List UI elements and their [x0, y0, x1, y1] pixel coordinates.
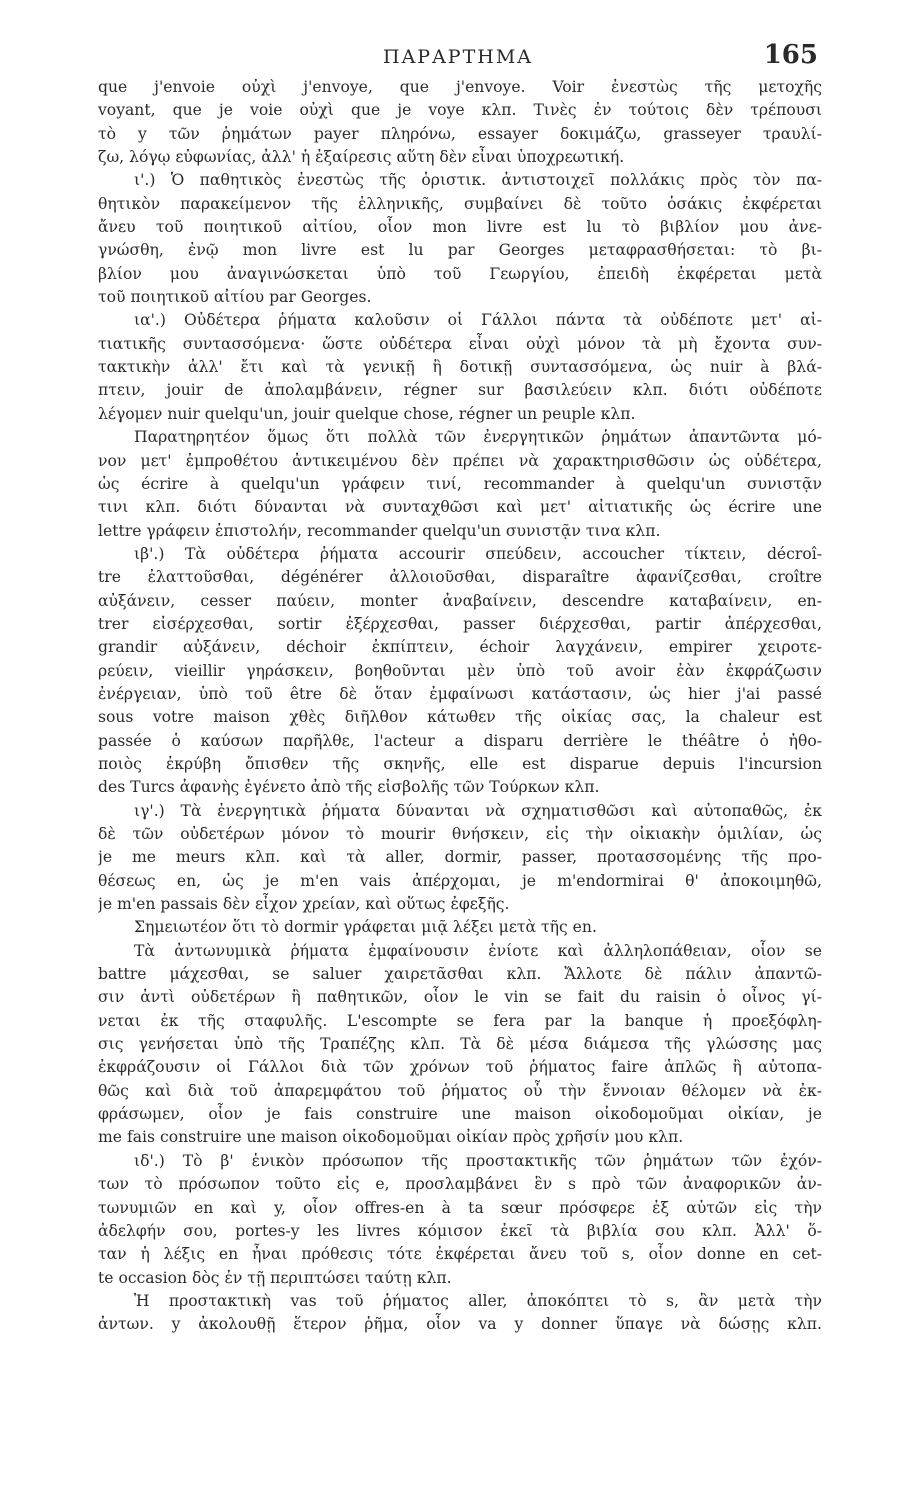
text-line: ἐνέργειαν, ὑπὸ τοῦ être δὲ ὅταν ἐμφαίνωσι κατάστασιν, ὡς hier j'ai passé — [98, 684, 822, 703]
text-line: φράσωμεν, οἷον je fais construire une maison οἰκοδομοῦμαι οἰκίαν, je — [98, 1105, 822, 1124]
text-line: αὐξάνειν, cesser παύειν, monter ἀναβαίνειν, descendre καταβαίνειν, en- — [98, 591, 822, 610]
running-title: ΠΑΡΑΡΤΗΜΑ — [383, 46, 533, 68]
text-line: ζω, λόγῳ εὐφωνίας, ἀλλ' ἡ ἐξαίρεσις αὕτη δὲν εἶναι ὑποχρεωτική. — [98, 148, 625, 167]
text-line: ι'.) Ὁ παθητικὸς ἐνεστὼς τῆς ὁριστικ. ἀντιστοιχεῖ πολλάκις πρὸς τὸν πα- — [134, 171, 822, 190]
text-line: σις γενήσεται ὑπὸ τῆς Τραπέζης κλπ. Τὰ δὲ μέσα διάμεσα τῆς γλώσσης μας — [98, 1035, 822, 1054]
text-line: τινι κλπ. διότι δύνανται νὰ συνταχθῶσι καὶ μετ' αἰτιατικῆς ὡς écrire une — [98, 498, 822, 517]
text-line: ταν ἡ λέξις en ἦναι πρόθεσις τότε ἐκφέρεται ἄνευ τοῦ s, οἷον donne en cet- — [98, 1245, 822, 1264]
text-line: τὸ y τῶν ῥημάτων payer πληρόνω, essayer δοκιμάζω, grasseyer τραυλί- — [98, 124, 822, 143]
text-line: τακτικὴν ἀλλ' ἔτι καὶ τὰ γενικῇ ἢ δοτικῇ συντασσόμενα, ὡς nuir à βλά- — [98, 358, 822, 377]
text-line: ιδ'.) Τὸ β' ἑνικὸν πρόσωπον τῆς προστακτικῆς τῶν ῥημάτων τῶν ἐχόν- — [134, 1151, 822, 1170]
text-line: te occasion δὸς ἐν τῇ περιπτώσει ταύτῃ κλπ. — [98, 1268, 452, 1287]
text-line: passée ὁ καύσων παρῆλθε, l'acteur a disparu derrière le théâtre ὁ ἠθο- — [98, 731, 822, 750]
text-line: ἀδελφήν σου, portes-y les livres κόμισον ἐκεῖ τὰ βιβλία σου κλπ. Ἀλλ' ὅ- — [98, 1221, 822, 1240]
text-line: grandir αὐξάνειν, déchoir ἐκπίπτειν, échoir λαγχάνειν, empirer χειροτε- — [98, 638, 822, 657]
text-line: βλίον μου ἀναγινώσκεται ὑπὸ τοῦ Γεωργίου, ἐπειδὴ ἐκφέρεται μετὰ — [98, 264, 822, 283]
text-line: Τὰ ἀντωνυμικὰ ῥήματα ἐμφαίνουσιν ἐνίοτε καὶ ἀλληλοπάθειαν, οἷον se — [134, 941, 822, 960]
text-line: των τὸ πρόσωπον τοῦτο εἰς e, προσλαμβάνει ἓν s πρὸ τῶν ἀναφορικῶν ἀν- — [98, 1175, 822, 1194]
text-line: sous votre maison χθὲς διῆλθον κάτωθεν τῆς οἰκίας σας, la chaleur est — [98, 708, 822, 727]
text-line: ρεύειν, vieillir γηράσκειν, βοηθοῦνται μὲν ὑπὸ τοῦ avoir ἐὰν ἐκφράζωσιν — [98, 661, 822, 680]
text-line: me fais construire une maison οἰκοδομοῦμαι οἰκίαν πρὸς χρῆσίν μου κλπ. — [98, 1128, 684, 1147]
text-line: νεται ἐκ τῆς σταφυλῆς. L'escompte se fera par la banque ἡ προεξόφλη- — [98, 1011, 822, 1030]
text-line: ιγ'.) Τὰ ἐνεργητικὰ ῥήματα δύνανται νὰ σχηματισθῶσι καὶ αὐτοπαθῶς, ἐκ — [134, 801, 822, 820]
text-line: je me meurs κλπ. καὶ τὰ aller, dormir, passer, προτασσομένης τῆς προ- — [98, 848, 822, 867]
text-line: ια'.) Οὐδέτερα ῥήματα καλοῦσιν οἱ Γάλλοι πάντα τὰ οὐδέποτε μετ' αἰ- — [134, 311, 822, 330]
text-line: battre μάχεσθαι, se saluer χαιρετᾶσθαι κλπ. Ἄλλοτε δὲ πάλιν ἀπαντῶ- — [98, 965, 822, 984]
text-line: des Turcs ἀφανὴς ἐγένετο ἀπὸ τῆς εἰσβολῆς τῶν Τούρκων κλπ. — [98, 778, 600, 797]
text-line: ἐκφράζουσιν οἱ Γάλλοι διὰ τῶν χρόνων τοῦ ῥήματος faire ἁπλῶς ἢ αὐτοπα- — [98, 1058, 822, 1077]
text-line: σιν ἀντὶ οὐδετέρων ἢ παθητικῶν, οἷον le vin se fait du raisin ὁ οἶνος γί- — [98, 988, 822, 1007]
text-line: ὡς écrire à quelqu'un γράφειν τινί, recommander à quelqu'un συνιστᾷν — [98, 474, 822, 493]
text-line: θητικὸν παρακείμενον τῆς ἑλληνικῆς, συμβαίνει δὲ τοῦτο ὁσάκις ἐκφέρεται — [98, 194, 822, 213]
text-line: νον μετ' ἐμπροθέτου ἀντικειμένου δὲν πρέπει νὰ χαρακτηρισθῶσιν ὡς οὐδέτερα, — [98, 451, 822, 470]
text-line: ποιὸς ἐκρύβη ὄπισθεν τῆς σκηνῆς, elle est disparue depuis l'incursion — [98, 754, 822, 773]
text-line: tre ἐλαττοῦσθαι, dégénérer ἀλλοιοῦσθαι, disparaître ἀφανίζεσθαι, croître — [98, 568, 822, 587]
body-text — [98, 76, 822, 1337]
text-line: Παρατηρητέον ὅμως ὅτι πολλὰ τῶν ἐνεργητικῶν ῥημάτων ἀπαντῶντα μό- — [134, 428, 822, 447]
text-line: ἀντων. y ἀκολουθῇ ἕτερον ῥῆμα, οἷον va y donner ὕπαγε νὰ δώσῃς κλπ. — [98, 1315, 822, 1334]
text-line: Σημειωτέον ὅτι τὸ dormir γράφεται μιᾷ λέξει μετὰ τῆς en. — [134, 918, 597, 937]
text-line: ἄνευ τοῦ ποιητικοῦ αἰτίου, οἷον mon livre est lu τὸ βιβλίον μου ἀνε- — [98, 218, 822, 237]
text-line: γνώσθη, ἐνῷ mon livre est lu par Georges μεταφρασθήσεται: τὸ βι- — [98, 241, 822, 260]
text-line: que j'envoie οὐχὶ j'envoye, que j'envoye. Voir ἐνεστὼς τῆς μετοχῆς — [98, 78, 822, 96]
text-line: θῶς καὶ διὰ τοῦ ἀπαρεμφάτου τοῦ ῥήματος οὗ τὴν ἔννοιαν θέλομεν νὰ ἐκ- — [98, 1081, 822, 1100]
text-line: τωνυμιῶν en καὶ y, οἷον offres-en à ta sœur πρόσφερε ἐξ αὐτῶν εἰς τὴν — [98, 1198, 822, 1217]
text-line: τιατικῆς συντασσόμενα· ὥστε οὐδέτερα εἶναι οὐχὶ μόνον τὰ μὴ ἔχοντα συν- — [98, 334, 822, 353]
text-line: voyant, que je voie οὐχὶ que je voye κλπ. Τινὲς ἐν τούτοις δὲν τρέπουσι — [98, 101, 822, 120]
text-line: τοῦ ποιητικοῦ αἰτίου par Georges. — [98, 288, 372, 307]
text-line: Ἡ προστακτικὴ vas τοῦ ῥήματος aller, ἀποκόπτει τὸ s, ἂν μετὰ τὴν — [134, 1291, 822, 1310]
page-number: 165 — [763, 40, 818, 70]
text-line: ιβ'.) Τὰ οὐδέτερα ῥήματα accourir σπεύδειν, accoucher τίκτειν, décroî- — [134, 544, 822, 563]
text-line: λέγομεν nuir quelqu'un, jouir quelque chose, régner un peuple κλπ. — [98, 404, 636, 423]
text-line: θέσεως en, ὡς je m'en vais ἀπέρχομαι, je m'endormirai θ' ἀποκοιμηθῶ, — [98, 871, 822, 890]
text-line: je m'en passais δὲν εἶχον χρείαν, καὶ οὕτως ἐφεξῆς. — [98, 895, 510, 914]
text-line: lettre γράφειν ἐπιστολήν, recommander quelqu'un συνιστᾷν τινα κλπ. — [98, 521, 661, 540]
text-line: δὲ τῶν οὐδετέρων μόνον τὸ mourir θνήσκειν, εἰς τὴν οἰκιακὴν ὁμιλίαν, ὡς — [98, 825, 822, 843]
text-line: trer εἰσέρχεσθαι, sortir ἐξέρχεσθαι, passer διέρχεσθαι, partir ἀπέρχεσθαι, — [98, 614, 822, 633]
page-header — [98, 40, 818, 76]
text-line: πτειν, jouir de ἀπολαμβάνειν, régner sur βασιλεύειν κλπ. διότι οὐδέποτε — [98, 381, 822, 400]
